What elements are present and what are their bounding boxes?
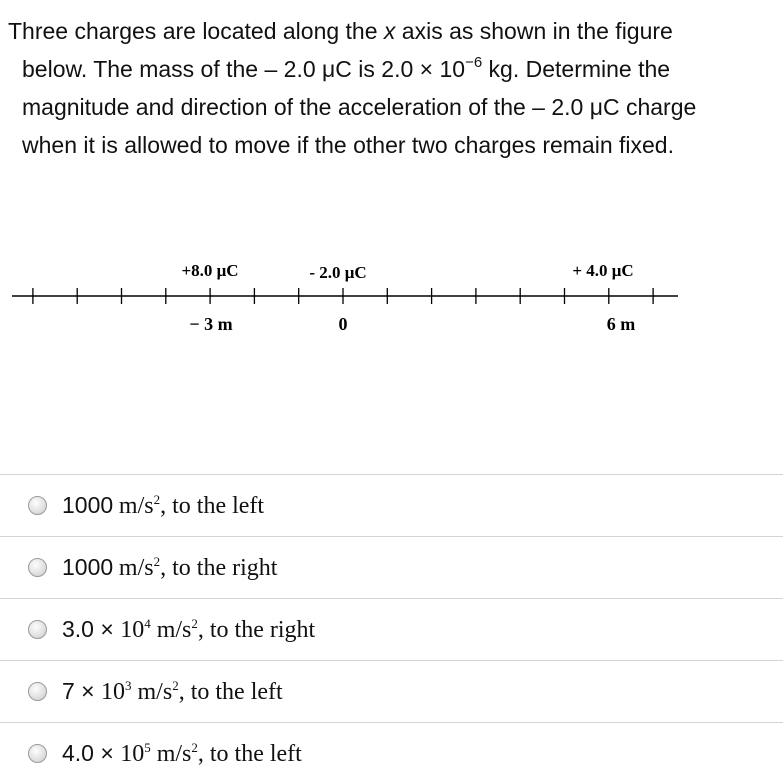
option-value: 1000 — [62, 492, 114, 518]
question-line-2-suffix: kg. Determine the — [482, 56, 671, 82]
position-label-left: − 3 m — [189, 314, 233, 334]
option-direction: , to the left — [160, 493, 265, 519]
question-line-2-prefix: below. The mass of the – 2.0 μC is 2.0 × 10 — [22, 56, 466, 82]
option-value: 3.0 × — [62, 616, 121, 642]
radio-button[interactable] — [28, 558, 47, 577]
charge-axis-figure — [0, 250, 783, 350]
question-exponent: −6 — [465, 54, 483, 71]
question-line-1 — [8, 12, 778, 50]
question-line-1-suffix: axis as shown in the figure — [395, 18, 673, 44]
option-power-exponent: 4 — [144, 616, 151, 631]
answer-options — [0, 474, 783, 783]
answer-option-label — [62, 551, 277, 584]
question-line-1-prefix: Three charges are located along the — [8, 18, 384, 44]
option-unit-text: m/s — [131, 679, 173, 705]
question-line-4: when it is allowed to move if the other two charges remain fixed. — [22, 132, 674, 158]
option-unit-text: m/s — [118, 493, 154, 519]
option-unit-exponent: 2 — [191, 740, 198, 755]
option-power-base: 10 — [101, 679, 126, 705]
position-label-right: 6 m — [606, 314, 636, 334]
question-line-3: magnitude and direction of the acceleration of the – 2.0 μC charge — [22, 94, 697, 120]
option-power-base: 10 — [120, 741, 145, 767]
question-line-2 — [8, 50, 778, 88]
option-unit-exponent: 2 — [153, 492, 161, 507]
option-direction: , to the right — [160, 555, 278, 581]
radio-button[interactable] — [28, 620, 47, 639]
answer-option-label — [62, 489, 264, 522]
option-unit-exponent: 2 — [153, 554, 161, 569]
option-unit-exponent: 2 — [172, 678, 179, 693]
position-label-middle: 0 — [338, 314, 348, 334]
option-unit — [119, 493, 264, 519]
answer-option-4[interactable] — [0, 660, 783, 722]
option-power-base: 10 — [120, 617, 145, 643]
option-unit-text: m/s — [150, 617, 192, 643]
option-unit-exponent: 2 — [191, 616, 198, 631]
option-unit-text: m/s — [150, 741, 192, 767]
radio-button[interactable] — [28, 682, 47, 701]
answer-option-3[interactable] — [0, 598, 783, 660]
radio-button[interactable] — [28, 744, 47, 763]
answer-option-label — [62, 675, 283, 708]
option-value: 1000 — [62, 554, 114, 580]
option-value: 4.0 × — [62, 740, 121, 766]
answer-option-2[interactable] — [0, 536, 783, 598]
option-unit — [120, 617, 315, 643]
charge-label-right: + 4.0 μC — [572, 261, 634, 280]
option-power-exponent: 3 — [125, 678, 132, 693]
option-value: 7 × — [62, 678, 102, 704]
option-power-exponent: 5 — [144, 740, 151, 755]
answer-option-1[interactable] — [0, 474, 783, 536]
option-direction: , to the right — [197, 617, 316, 643]
question-text — [8, 12, 778, 164]
option-unit — [120, 741, 302, 767]
option-unit — [101, 679, 283, 705]
option-direction: , to the left — [178, 679, 283, 705]
option-direction: , to the left — [197, 741, 302, 767]
charge-label-middle: - 2.0 μC — [309, 263, 367, 282]
option-unit-text: m/s — [118, 555, 154, 581]
charge-label-left: +8.0 μC — [181, 261, 239, 280]
answer-option-label — [62, 613, 315, 646]
answer-option-label — [62, 737, 302, 770]
question-variable-x: x — [383, 18, 396, 44]
radio-button[interactable] — [28, 496, 47, 515]
option-unit — [119, 555, 278, 581]
